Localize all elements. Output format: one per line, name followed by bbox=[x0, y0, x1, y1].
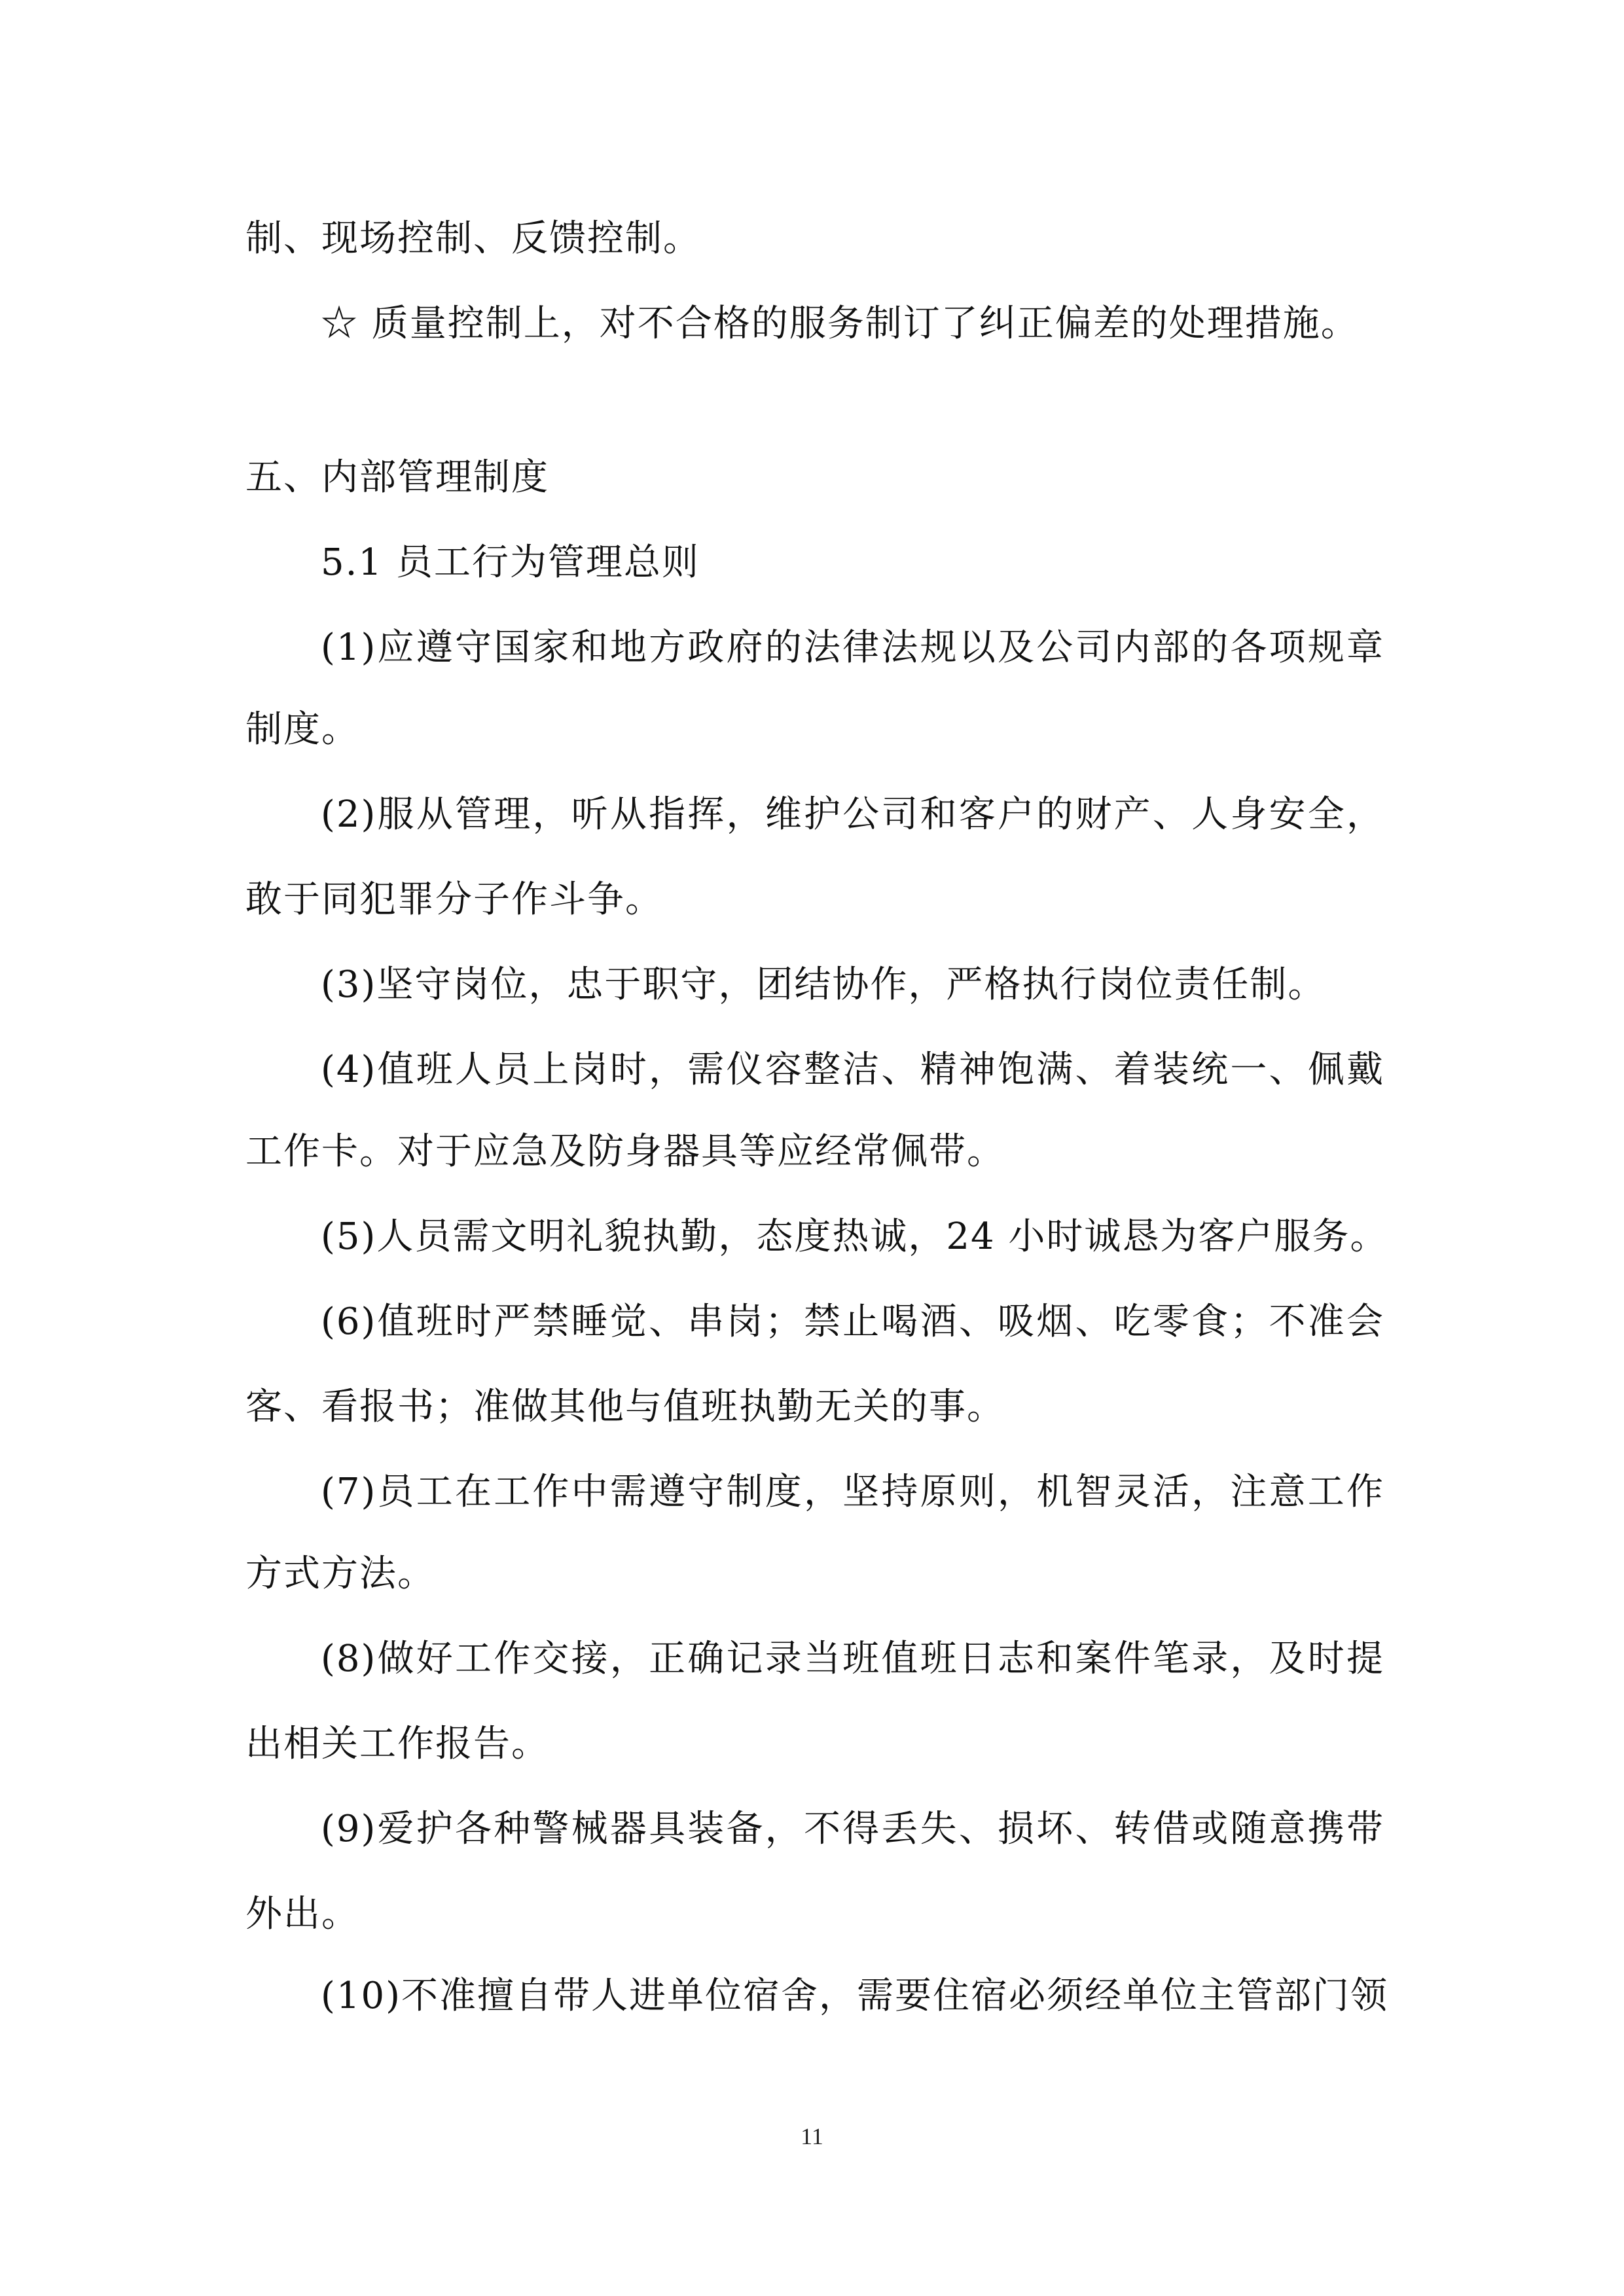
text-line: 工作卡。对于应急及防身器具等应经常佩带。 bbox=[245, 1130, 1005, 1173]
text-line: (4)值班人员上岗时，需仪容整洁、精神饱满、着装统一、佩戴 bbox=[321, 1049, 1384, 1091]
text-line: (6)值班时严禁睡觉、串岗；禁止喝酒、吸烟、吃零食；不准会 bbox=[321, 1300, 1384, 1343]
text-line: 客、看报书；准做其他与值班执勤无关的事。 bbox=[245, 1386, 1005, 1428]
text-line: 制度。 bbox=[245, 708, 359, 751]
text-line: 方式方法。 bbox=[245, 1552, 435, 1595]
text-line: 出相关工作报告。 bbox=[245, 1723, 549, 1765]
text-line: 外出。 bbox=[245, 1893, 359, 1935]
text-line: (9)爱护各种警械器具装备，不得丢失、损坏、转借或随意携带 bbox=[321, 1808, 1384, 1850]
text-line: ☆ 质量控制上，对不合格的服务制订了纠正偏差的处理措施。 bbox=[321, 302, 1359, 345]
text-line: (2)服从管理，听从指挥，维护公司和客户的财产、人身安全， bbox=[321, 793, 1384, 836]
text-line: 敢于同犯罪分子作斗争。 bbox=[245, 878, 663, 921]
text-line: (7)员工在工作中需遵守制度，坚持原则，机智灵活，注意工作 bbox=[321, 1471, 1384, 1513]
page-number: 11 bbox=[801, 2123, 823, 2149]
text-line: (5)人员需文明礼貌执勤，态度热诚，24 小时诚恳为客户服务。 bbox=[321, 1215, 1388, 1258]
text-line: (1)应遵守国家和地方政府的法律法规以及公司内部的各项规章 bbox=[321, 626, 1384, 669]
text-line: 制、现场控制、反馈控制。 bbox=[245, 217, 701, 260]
subsection-heading: 5.1 员工行为管理总则 bbox=[321, 541, 700, 584]
section-heading: 五、内部管理制度 bbox=[245, 456, 549, 499]
text-line: (3)坚守岗位，忠于职守，团结协作，严格执行岗位责任制。 bbox=[321, 963, 1326, 1006]
text-line: (10)不准擅自带人进单位宿舍，需要住宿必须经单位主管部门领 bbox=[321, 1975, 1388, 2017]
text-line: (8)做好工作交接，正确记录当班值班日志和案件笔录，及时提 bbox=[321, 1638, 1384, 1680]
